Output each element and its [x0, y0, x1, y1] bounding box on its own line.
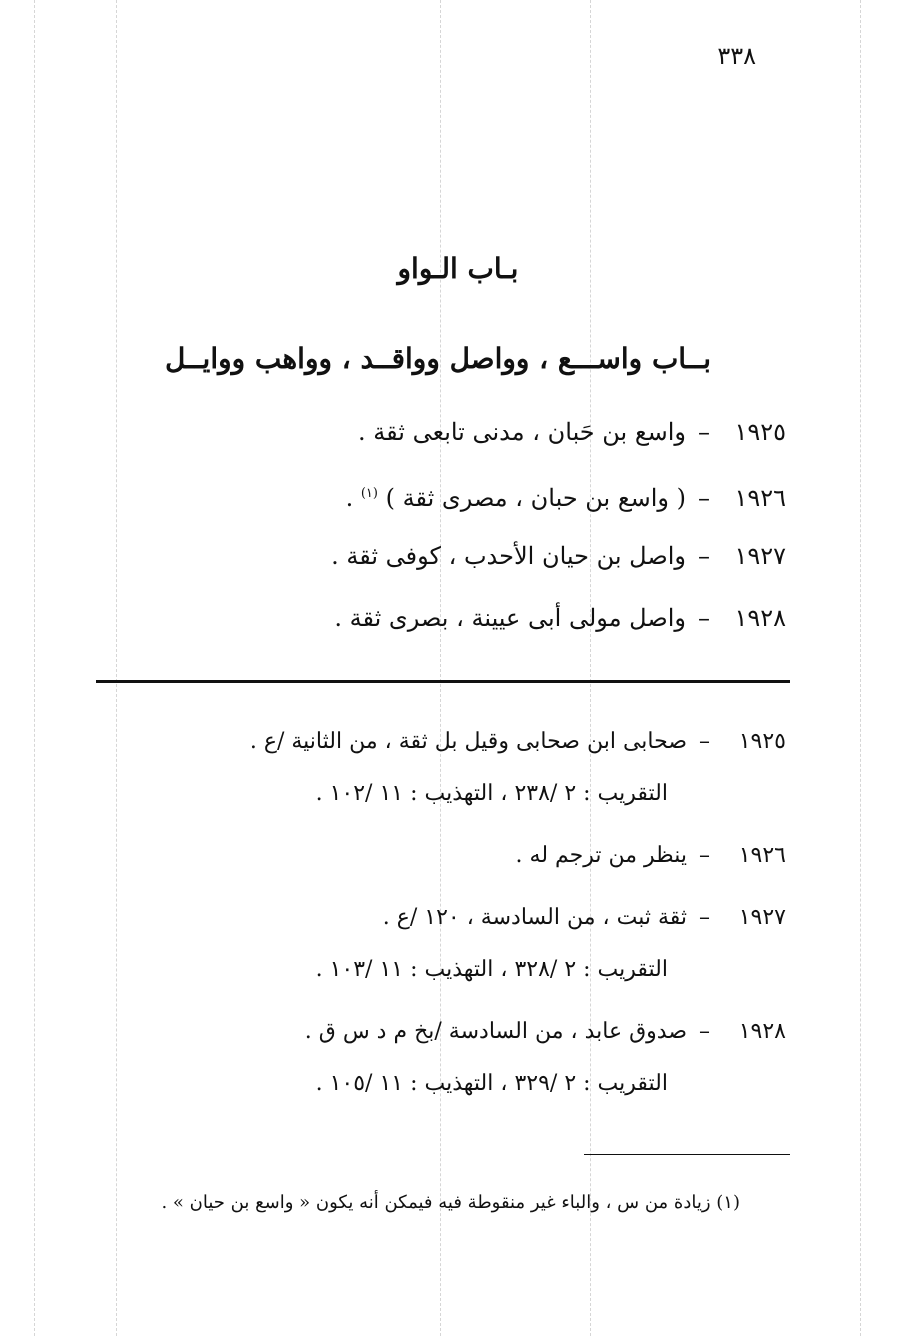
note-1928: [106, 1006, 786, 1110]
entry-1928: [106, 590, 786, 652]
note-line: [106, 1006, 786, 1058]
commentary-notes: [106, 716, 786, 1120]
note-text: صحابى ابن صحابى وقيل بل ثقة ، من الثانية /ع .: [249, 729, 687, 754]
entry-text: واصل مولى أبى عيينة ، بصرى ثقة .: [334, 604, 686, 632]
entry-1927: [106, 528, 786, 590]
note-reference-line: التقريب : ٢ /٣٢٩ ، التهذيب : ١١ /١٠٥ .: [315, 1071, 668, 1096]
chapter-title: بـاب الـواو: [397, 252, 519, 285]
note-dash: –: [699, 1019, 710, 1044]
section-divider: [96, 680, 790, 683]
entry-dash: –: [698, 418, 710, 446]
page-number: ٣٣٨: [717, 42, 756, 70]
entry-text: واسع بن حَبان ، مدنى تابعى ثقة .: [358, 418, 686, 446]
entry-text: ( واسع بن حبان ، مصرى ثقة ): [385, 484, 686, 512]
note-reference-line: التقريب : ٢ /٢٣٨ ، التهذيب : ١١ /١٠٢ .: [315, 781, 668, 806]
section-title: بــاب واســـع ، وواصل وواقــد ، وواهب ووايــل: [164, 342, 712, 375]
footnote: (١) زيادة من س ، والباء غير منقوطة فيه فيمكن أنه يكون « واسع بن حيان » .: [161, 1192, 740, 1213]
entry-1926: [106, 466, 786, 528]
entry-dash: –: [698, 604, 710, 632]
entry-dash: –: [698, 484, 710, 512]
note-line: [106, 830, 786, 882]
note-number: ١٩٢٦: [738, 843, 786, 868]
note-dash: –: [699, 905, 710, 930]
note-text: صدوق عابد ، من السادسة /بخ م د س ق .: [304, 1019, 687, 1044]
entry-1925: [106, 404, 786, 466]
note-text: ثقة ثبت ، من السادسة ، ١٢٠ /ع .: [382, 905, 687, 930]
entry-number: ١٩٢٧: [734, 542, 786, 570]
note-1926: [106, 830, 786, 882]
entry-number: ١٩٢٦: [734, 484, 786, 512]
note-number: ١٩٢٨: [738, 1019, 786, 1044]
entry-number: ١٩٢٥: [734, 418, 786, 446]
footnote-divider: [584, 1154, 790, 1155]
note-number: ١٩٢٧: [738, 905, 786, 930]
note-1925: [106, 716, 786, 820]
entry-text: واصل بن حيان الأحدب ، كوفى ثقة .: [331, 542, 686, 570]
note-dash: –: [699, 729, 710, 754]
entries-list: [106, 404, 786, 652]
entry-number: ١٩٢٨: [734, 604, 786, 632]
entry-end: .: [345, 484, 361, 512]
note-text: ينظر من ترجم له .: [515, 843, 687, 868]
note-reference-line: التقريب : ٢ /٣٢٨ ، التهذيب : ١١ /١٠٣ .: [315, 957, 668, 982]
note-dash: –: [699, 843, 710, 868]
note-line: [106, 892, 786, 944]
footnote-reference: (١): [360, 486, 378, 501]
note-line: [106, 716, 786, 768]
note-1927: [106, 892, 786, 996]
note-number: ١٩٢٥: [738, 729, 786, 754]
entry-dash: –: [698, 542, 710, 570]
